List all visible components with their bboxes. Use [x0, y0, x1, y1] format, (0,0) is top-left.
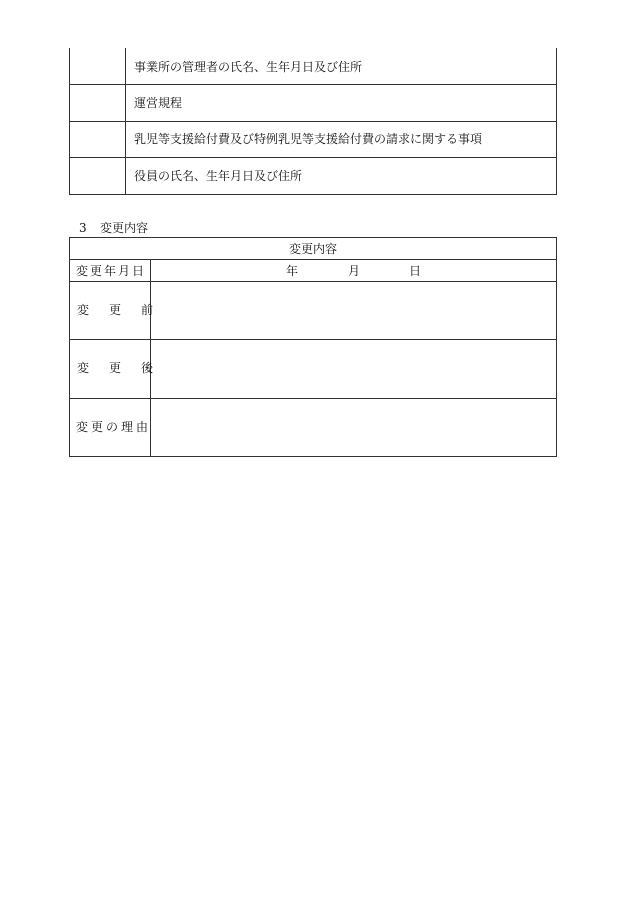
change-table-left-border [69, 237, 70, 457]
before-change-label: 変 更 前 [77, 303, 158, 317]
change-table-row-divider [69, 398, 557, 399]
change-table-row-divider [69, 281, 557, 282]
after-change-label: 変 更 後 [77, 361, 158, 375]
change-date-year-label: 年 [286, 264, 299, 278]
change-reason-label: 変更の理由 [76, 420, 152, 434]
section-number: 3 [79, 221, 87, 235]
upper-table-row-divider [69, 84, 557, 85]
change-date-month-label: 月 [348, 264, 361, 278]
change-table-top-border [69, 237, 557, 238]
change-table-bottom-border [69, 456, 557, 457]
upper-table-row-label: 事業所の管理者の氏名、生年月日及び住所 [134, 60, 363, 74]
upper-table-bottom-border [69, 194, 557, 195]
change-table-row-divider [69, 259, 557, 260]
change-table-right-border [556, 237, 557, 457]
change-table-header: 変更内容 [288, 242, 338, 256]
upper-table-row-label: 運営規程 [134, 96, 183, 110]
section-title: 変更内容 [100, 221, 149, 235]
change-date-day-label: 日 [409, 264, 422, 278]
change-date-label: 変更年月日 [76, 264, 147, 278]
upper-table-row-divider [69, 157, 557, 158]
change-table-row-divider [69, 339, 557, 340]
upper-table-row-label: 乳児等支援給付費及び特例乳児等支援給付費の請求に関する事項 [134, 132, 483, 146]
upper-table-row-divider [69, 121, 557, 122]
upper-table-row-label: 役員の氏名、生年月日及び住所 [134, 169, 303, 183]
